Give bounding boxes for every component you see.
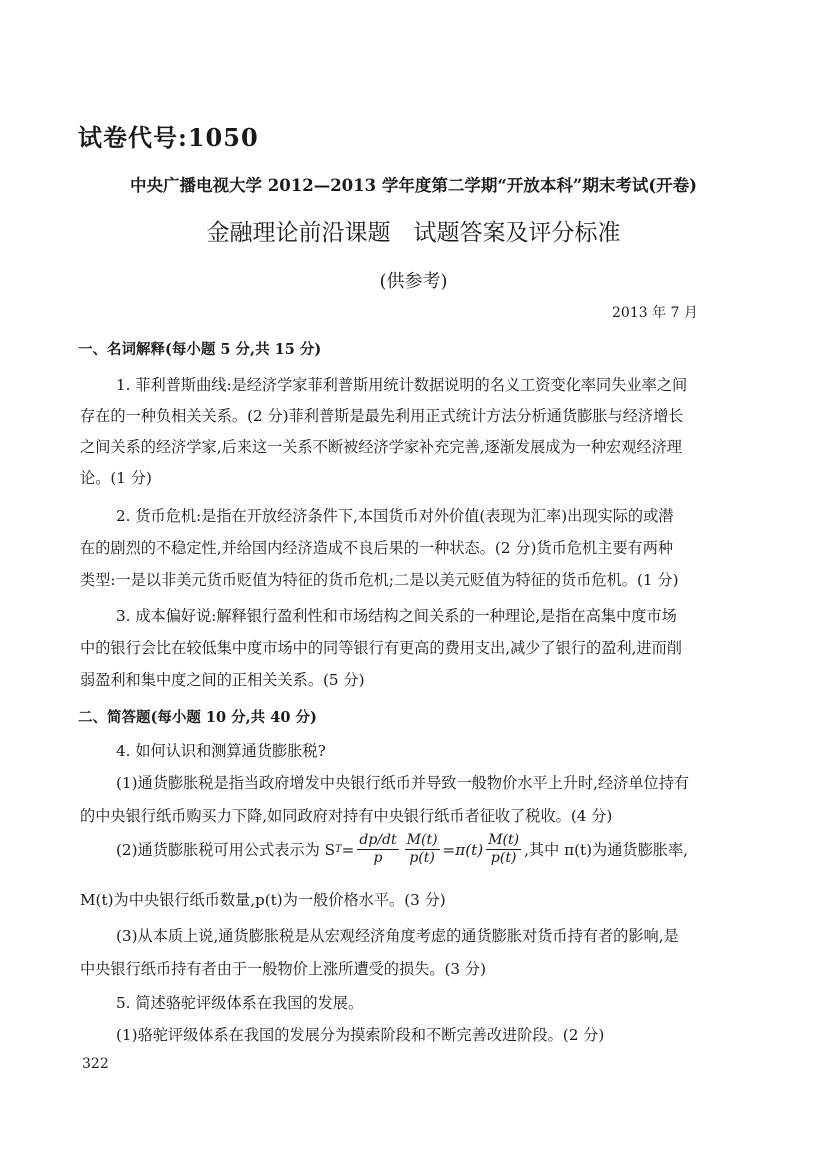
formula-line [116, 832, 688, 867]
question-text: 4. 如何认识和测算通货膨胀税? [116, 742, 326, 760]
fraction-numerator: M(t) [488, 832, 520, 848]
fraction-denominator: p(t) [490, 850, 517, 866]
page-subtitle: (供参考) [379, 271, 448, 292]
paragraph-line: 中央银行纸币持有者由于一般物价上涨所遭受的损失。(3 分) [80, 960, 487, 978]
fraction-numerator: dp/dt [359, 832, 397, 848]
paragraph-line: 1. 菲利普斯曲线:是经济学家菲利普斯用统计数据说明的名义工资变化率同失业率之间 [116, 376, 688, 394]
paragraph-line: 之间关系的经济学家,后来这一关系不断被经济学家补充完善,逐渐发展成为一种宏观经济理 [80, 438, 682, 456]
section-heading-terms: 一、名词解释(每小题 5 分,共 15 分) [78, 341, 322, 358]
page-number: 322 [82, 1056, 109, 1072]
exam-date: 2013 年 7 月 [612, 305, 698, 321]
formula-middle: =π(t) [442, 840, 484, 859]
paragraph-line: (1)骆驼评级体系在我国的发展分为摸索阶段和不断完善改进阶段。(2 分) [116, 1026, 605, 1044]
exam-code: 试卷代号:1050 [78, 123, 259, 152]
paragraph-line: 论。(1 分) [80, 469, 152, 487]
paragraph-line: M(t)为中央银行纸币数量,p(t)为一般价格水平。(3 分) [80, 891, 446, 909]
formula-fraction [405, 832, 440, 867]
paragraph-line: 类型:一是以非美元货币贬值为特征的货币危机;二是以美元贬值为特征的货币危机。(1 分) [80, 571, 679, 589]
page-title: 金融理论前沿课题 试题答案及评分标准 [206, 220, 621, 246]
formula-subscript: T [335, 844, 342, 855]
paragraph-line: 弱盈利和集中度之间的正相关关系。(5 分) [80, 671, 365, 689]
paragraph-line: 3. 成本偏好说:解释银行盈利性和市场结构之间关系的一种理论,是指在高集中度市场 [116, 607, 677, 625]
paragraph-line: 2. 货币危机:是指在开放经济条件下,本国货币对外价值(表现为汇率)出现实际的或潜 [116, 507, 674, 525]
paragraph-line: (3)从本质上说,通货膨胀税是从宏观经济角度考虑的通货膨胀对货币持有者的影响,是 [116, 927, 679, 945]
fraction-numerator: M(t) [406, 832, 438, 848]
formula-suffix: ,其中 π(t)为通货膨胀率, [524, 841, 689, 859]
fraction-denominator: p(t) [409, 850, 435, 866]
paragraph-line: 在的剧烈的不稳定性,并给国内经济造成不良后果的一种状态。(2 分)货币危机主要有两种 [80, 539, 674, 557]
paragraph-line: 的中央银行纸币购买力下降,如同政府对持有中央银行纸币者征收了税收。(4 分) [80, 807, 613, 825]
formula-fraction [486, 832, 521, 867]
question-text: 5. 简述骆驼评级体系在我国的发展。 [116, 994, 364, 1012]
formula-equals: = [341, 840, 355, 859]
paragraph-line: 存在的一种负相关关系。(2 分)菲利普斯是最先利用正式统计方法分析通货膨胀与经济增长 [80, 407, 684, 425]
formula-fraction [357, 832, 398, 867]
section-heading-short-answer: 二、简答题(每小题 10 分,共 40 分) [78, 709, 317, 726]
paragraph-line: 中的银行会比在较低集中度市场中的同等银行有更高的费用支出,减少了银行的盈利,进而削 [80, 639, 682, 657]
fraction-denominator: p [373, 850, 383, 866]
exam-header: 中央广播电视大学 2012—2013 学年度第二学期“开放本科”期末考试(开卷) [130, 176, 697, 195]
formula-prefix: (2)通货膨胀税可用公式表示为 S [116, 841, 335, 859]
paragraph-line: (1)通货膨胀税是指当政府增发中央银行纸币并导致一般物价水平上升时,经济单位持有 [116, 774, 690, 792]
